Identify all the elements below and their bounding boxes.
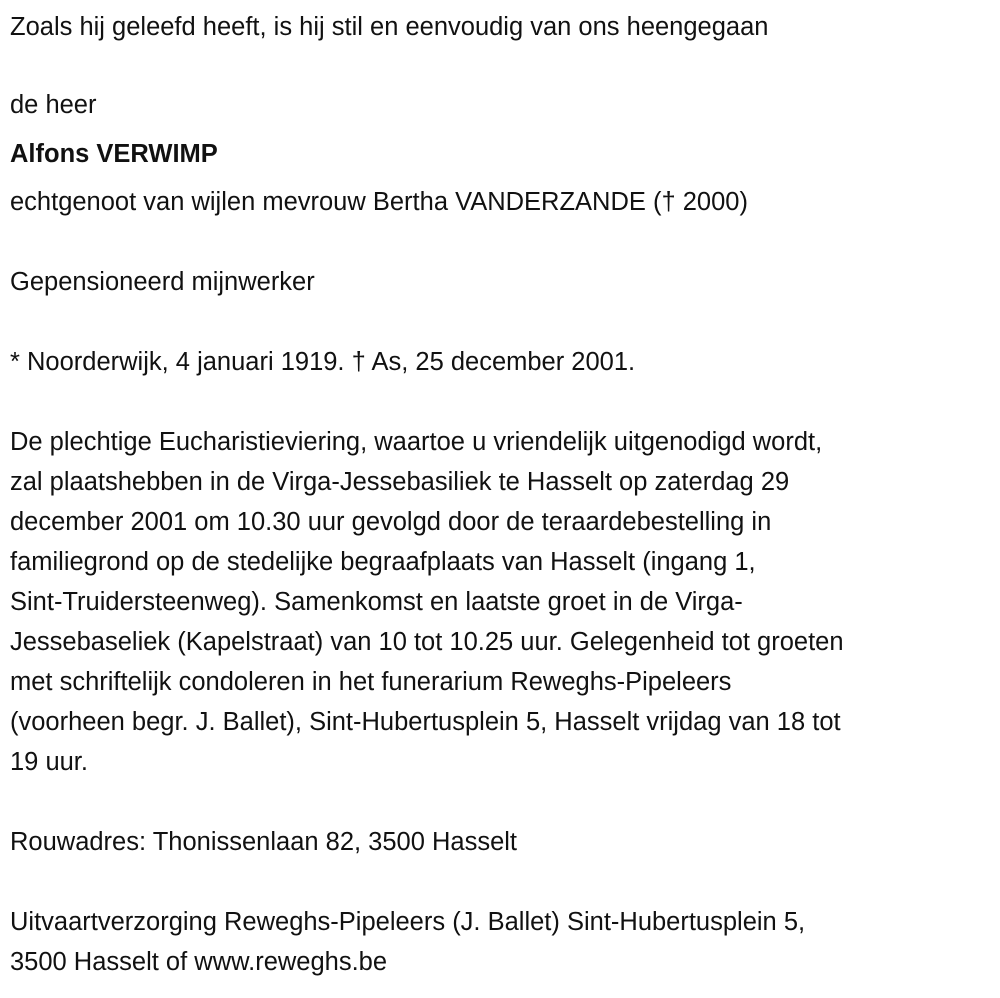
salutation: de heer [10, 91, 97, 119]
funeral-director-line: 3500 Hasselt of www.reweghs.be [10, 948, 388, 976]
ceremony-line: met schriftelijk condoleren in het funerarium Reweghs-Pipeleers [10, 668, 732, 696]
ceremony-line: december 2001 om 10.30 uur gevolgd door de teraardebestelling in [10, 508, 772, 536]
occupation: Gepensioneerd mijnwerker [10, 268, 315, 296]
ceremony-line: familiegrond op de stedelijke begraafplaats van Hasselt (ingang 1, [10, 548, 756, 576]
intro-text: Zoals hij geleefd heeft, is hij stil en eenvoudig van ons heengegaan [10, 13, 769, 41]
spouse-text: echtgenoot van wijlen mevrouw Bertha VANDERZANDE († 2000) [10, 188, 748, 216]
deceased-name: Alfons VERWIMP [10, 140, 218, 168]
ceremony-line: (voorheen begr. J. Ballet), Sint-Hubertusplein 5, Hasselt vrijdag van 18 tot [10, 708, 841, 736]
mourning-address: Rouwadres: Thonissenlaan 82, 3500 Hasselt [10, 828, 518, 856]
ceremony-line: Sint-Truidersteenweg). Samenkomst en laatste groet in de Virga- [10, 588, 743, 616]
ceremony-line: zal plaatshebben in de Virga-Jessebasiliek te Hasselt op zaterdag 29 [10, 468, 790, 496]
birth-death-text: * Noorderwijk, 4 januari 1919. † As, 25 december 2001. [10, 348, 636, 376]
funeral-director-line: Uitvaartverzorging Reweghs-Pipeleers (J. Ballet) Sint-Hubertusplein 5, [10, 908, 806, 936]
ceremony-line: De plechtige Eucharistieviering, waartoe u vriendelijk uitgenodigd wordt, [10, 428, 823, 456]
ceremony-line: 19 uur. [10, 748, 88, 776]
ceremony-line: Jessebaseliek (Kapelstraat) van 10 tot 10.25 uur. Gelegenheid tot groeten [10, 628, 844, 656]
